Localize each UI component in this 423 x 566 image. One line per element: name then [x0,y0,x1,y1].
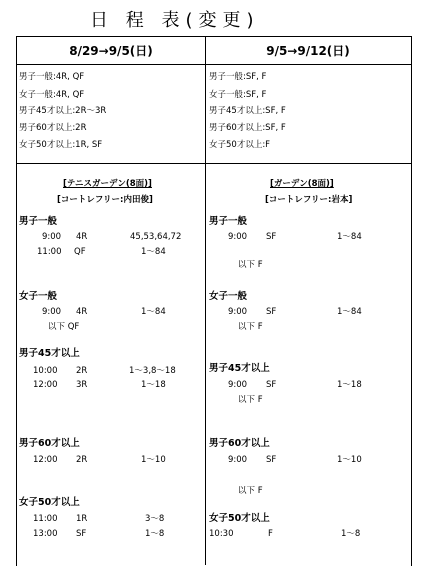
row-round: QF [74,247,86,257]
row-time: 12:00 [33,455,58,465]
section-title: 男子一般 [209,216,248,227]
summary-line: 男子一般:4R, QF [19,72,85,82]
summary-line: 女子一般:SF, F [209,90,267,100]
summary-line: 男子45才以上:2R〜3R [19,106,107,116]
row-time: 11:00 [33,514,58,524]
row-round: 以下 F [238,395,263,405]
section-title: 男子45才以上 [19,348,80,359]
row-matches: 1〜8 [341,529,361,539]
row-round: SF [266,307,277,317]
section-title: 男子60才以上 [209,438,270,449]
summary-line: 女子50才以上:F [209,140,271,150]
page-title: 日 程 表(変更) [90,10,260,31]
referee-label: [コートレフリー:岩本] [265,195,353,205]
summary-line: 男子45才以上:SF, F [209,106,286,116]
row-matches: 1〜8 [145,529,165,539]
summary-line: 女子50才以上:1R, SF [19,140,103,150]
row-matches: 45,53,64,72 [130,232,182,242]
referee-label: [コートレフリー:内田俊] [57,195,153,205]
row-matches: 1〜10 [337,455,362,465]
section-title: 男子一般 [19,216,58,227]
row-time: 10:30 [209,529,234,539]
row-time: 9:00 [228,307,248,317]
row-round: 4R [76,307,88,317]
row-matches: 1〜84 [141,247,166,257]
row-time: 10:00 [33,366,58,376]
section-title: 男子60才以上 [19,438,80,449]
row-time: 9:00 [228,232,248,242]
row-matches: 1〜3,8〜18 [129,366,176,376]
row-round: SF [266,232,277,242]
row-round: 4R [76,232,88,242]
section-title: 男子45才以上 [209,363,270,374]
row-round: SF [76,529,87,539]
row-round: 以下 F [238,260,263,270]
row-round: 以下 QF [48,322,80,332]
row-time: 12:00 [33,380,58,390]
row-round: 以下 F [238,322,263,332]
section-title: 女子一般 [19,291,58,302]
row-matches: 1〜84 [337,307,362,317]
row-matches: 3〜8 [145,514,165,524]
row-round: SF [266,455,277,465]
row-matches: 1〜10 [141,455,166,465]
row-matches: 1〜84 [141,307,166,317]
column-header-right: 9/5→9/12(日) [266,44,350,58]
row-round: 以下 F [238,486,263,496]
summary-line: 男子60才以上:SF, F [209,123,286,133]
column-divider [205,36,206,565]
row-matches: 1〜18 [337,380,362,390]
section-title: 女子一般 [209,291,248,302]
row-time: 13:00 [33,529,58,539]
row-matches: 1〜18 [141,380,166,390]
venue-label: [テニスガーデン(8面)] [63,179,152,189]
row-matches: 1〜84 [337,232,362,242]
row-time: 11:00 [37,247,62,257]
row-round: 1R [76,514,88,524]
row-round: SF [266,380,277,390]
row-time: 9:00 [228,380,248,390]
summary-line: 女子一般:4R, QF [19,90,85,100]
venue-label: [ガーデン(8面)] [270,179,334,189]
row-time: 9:00 [42,307,62,317]
summary-line: 男子一般:SF, F [209,72,267,82]
row-round: 2R [76,366,88,376]
section-title: 女子50才以上 [19,497,80,508]
column-header-left: 8/29→9/5(日) [69,44,153,58]
row-round: 3R [76,380,88,390]
summary-line: 男子60才以上:2R [19,123,87,133]
header-divider [16,64,411,65]
row-time: 9:00 [228,455,248,465]
summary-divider [16,163,411,164]
row-time: 9:00 [42,232,62,242]
row-round: F [268,529,273,539]
section-title: 女子50才以上 [209,513,270,524]
row-round: 2R [76,455,88,465]
